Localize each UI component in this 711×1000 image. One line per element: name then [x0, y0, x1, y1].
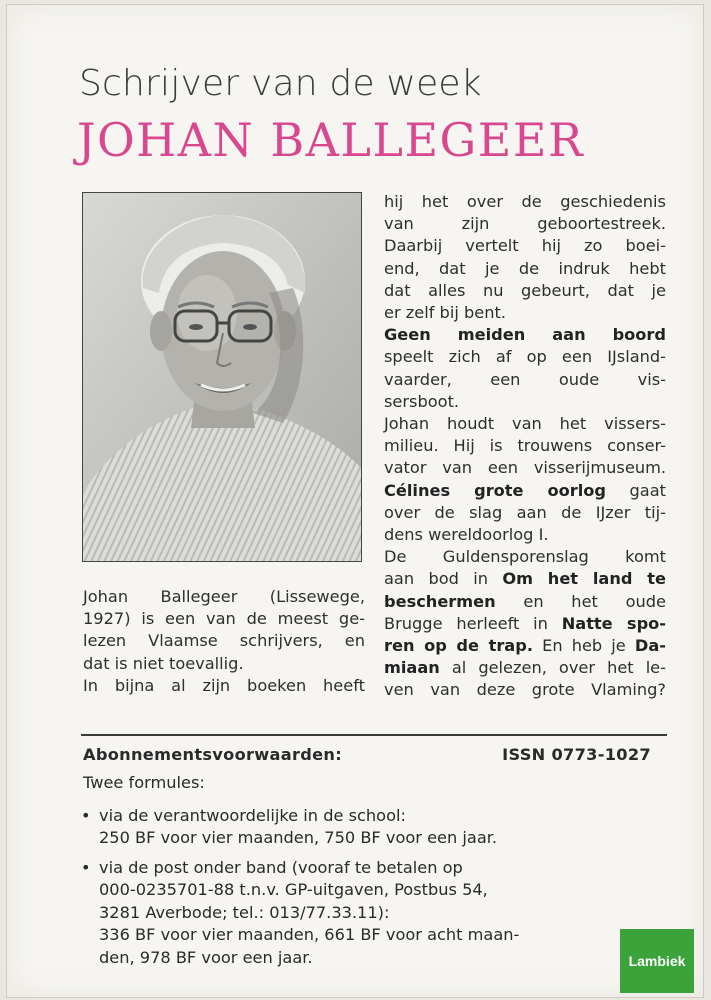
section-divider	[81, 734, 667, 736]
text-line: hij het over de geschiedenis	[384, 192, 666, 211]
text-span: Brugge herleeft in	[384, 613, 562, 633]
text-line: 1927) is een van de meest ge-	[83, 609, 365, 629]
text-line: dat alles nu gebeurt, dat je	[384, 280, 666, 300]
text-line: lezen Vlaamse schrijvers, en	[83, 631, 365, 651]
text-line: end, dat je de indruk hebt	[384, 258, 666, 278]
subscription-intro: Twee formules:	[83, 773, 205, 792]
book-title: miaan	[384, 658, 440, 678]
book-title: ren op de trap.	[384, 636, 533, 656]
series-title: Schrijver van de week	[79, 63, 482, 104]
text-span: en het oude	[495, 591, 666, 611]
text-line: Daarbij vertelt hij zo boei-	[384, 236, 666, 256]
text-line: via de post onder band (vooraf te betalen op	[99, 858, 463, 877]
text-line	[384, 635, 666, 657]
text-span: aan bod in	[384, 569, 503, 589]
book-title: Geen meiden aan boord	[384, 325, 666, 345]
text-line	[384, 613, 666, 635]
text-line	[384, 324, 666, 346]
text-line: dens wereldoorlog I.	[384, 525, 549, 545]
text-line: er zelf bij bent.	[384, 303, 506, 323]
text-line: Johan houdt van het vissers-	[384, 414, 666, 434]
bullet-icon: •	[81, 858, 91, 877]
author-photo	[82, 192, 362, 562]
body-text	[384, 191, 666, 702]
book-title: Célines grote oorlog	[384, 480, 607, 500]
book-title: beschermen	[384, 591, 496, 611]
text-line: via de verantwoordelijke in de school:	[99, 806, 406, 825]
subscription-option-post	[81, 857, 641, 969]
bullet-icon: •	[81, 806, 91, 825]
text-line	[384, 657, 666, 679]
text-line: Johan Ballegeer (Lissewege,	[83, 587, 365, 606]
book-title: Om het land te	[502, 569, 667, 589]
text-line: 000-0235701-88 t.n.v. GP-uitgaven, Postbus 54,	[99, 880, 488, 900]
text-line: dat is niet toevallig.	[83, 653, 244, 673]
subscription-heading: Abonnementsvoorwaarden:	[83, 745, 343, 764]
text-span: gaat	[606, 480, 666, 500]
text-line: den, 978 BF voor een jaar.	[99, 947, 313, 967]
text-span: En heb je	[532, 636, 635, 656]
author-name: JOHAN BALLEGEER	[77, 113, 585, 167]
text-line: 336 BF voor vier maanden, 661 BF voor acht maan-	[99, 925, 520, 945]
text-line: 250 BF voor vier maanden, 750 BF voor een jaar.	[99, 828, 498, 848]
text-line: van zijn geboortestreek.	[384, 214, 666, 234]
text-line	[384, 480, 666, 502]
text-line: vaarder, een oude vis-	[384, 369, 666, 389]
text-line	[384, 568, 666, 590]
subscription-option-school	[81, 805, 641, 850]
text-line: speelt zich af op een IJsland-	[384, 347, 666, 367]
text-line: milieu. Hij is trouwens conser-	[384, 436, 666, 456]
issn-number: ISSN 0773-1027	[502, 745, 651, 764]
text-line: over de slag aan de IJzer tij-	[384, 502, 666, 522]
text-line: ven van deze grote Vlaming?	[384, 680, 666, 700]
book-title: Da-	[634, 636, 666, 656]
watermark-badge: Lambiek	[620, 929, 694, 993]
text-line	[384, 591, 666, 613]
text-line: De Guldensporenslag komt	[384, 547, 666, 567]
author-portrait-image	[83, 193, 361, 561]
text-line: 3281 Averbode; tel.: 013/77.33.11):	[99, 902, 390, 922]
text-span: al gelezen, over het le-	[439, 658, 666, 678]
text-line: vator van een visserijmuseum.	[384, 458, 666, 478]
magazine-back-cover	[6, 4, 704, 998]
text-line: In bijna al zijn boeken heeft	[83, 675, 365, 695]
text-line: sersboot.	[384, 391, 460, 411]
intro-text	[83, 586, 365, 697]
book-title: Natte spo-	[561, 613, 666, 633]
